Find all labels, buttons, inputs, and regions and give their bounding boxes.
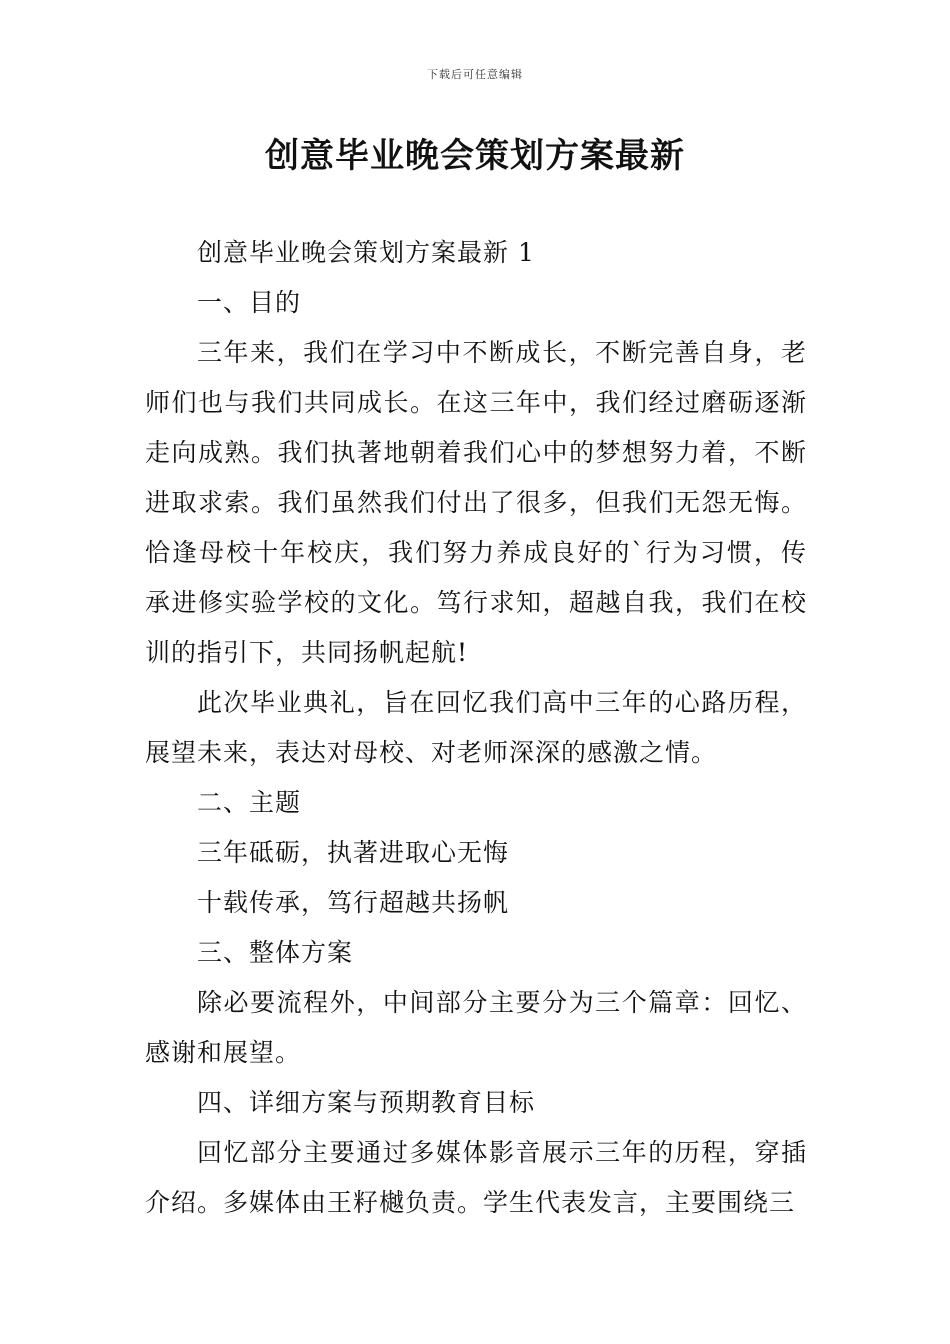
header-note: 下载后可任意编辑 [427, 68, 523, 81]
section-heading-detailed-plan: 四、详细方案与预期教育目标 [197, 1088, 536, 1117]
section-heading-overall-plan: 三、整体方案 [197, 938, 354, 967]
section-heading-theme: 二、主题 [197, 788, 302, 817]
document-title: 创意毕业晚会策划方案最新 [265, 136, 685, 176]
body-paragraph: 此次毕业典礼，旨在回忆我们高中三年的心路历程，展望未来，表达对母校、对老师深深的感激之情。 [145, 688, 807, 767]
theme-line: 十载传承，笃行超越共扬帆 [197, 888, 510, 917]
theme-line: 三年砥砺，执著进取心无悔 [197, 838, 510, 867]
section-heading-purpose: 一、目的 [197, 288, 302, 317]
body-paragraph: 三年来，我们在学习中不断成长，不断完善自身，老师们也与我们共同成长。在这三年中，我们经过磨砺逐渐走向成熟。我们执著地朝着我们心中的梦想努力着，不断进取求索。我们虽然我们付出了很多，但我们无怨无悔。恰逢母校十年校庆，我们努力养成良好的`行为习惯，传承进修实验学校的文化。笃行求知，超越自我，我们在校训的指引下，共同扬帆起航! [145, 338, 807, 667]
body-paragraph: 回忆部分主要通过多媒体影音展示三年的历程，穿插介绍。多媒体由王籽樾负责。学生代表发言，主要围绕三 [145, 1138, 807, 1217]
document-body [145, 228, 807, 1228]
body-paragraph: 除必要流程外，中间部分主要分为三个篇章：回忆、感谢和展望。 [145, 988, 807, 1067]
subtitle-paragraph: 创意毕业晚会策划方案最新 1 [197, 238, 535, 267]
